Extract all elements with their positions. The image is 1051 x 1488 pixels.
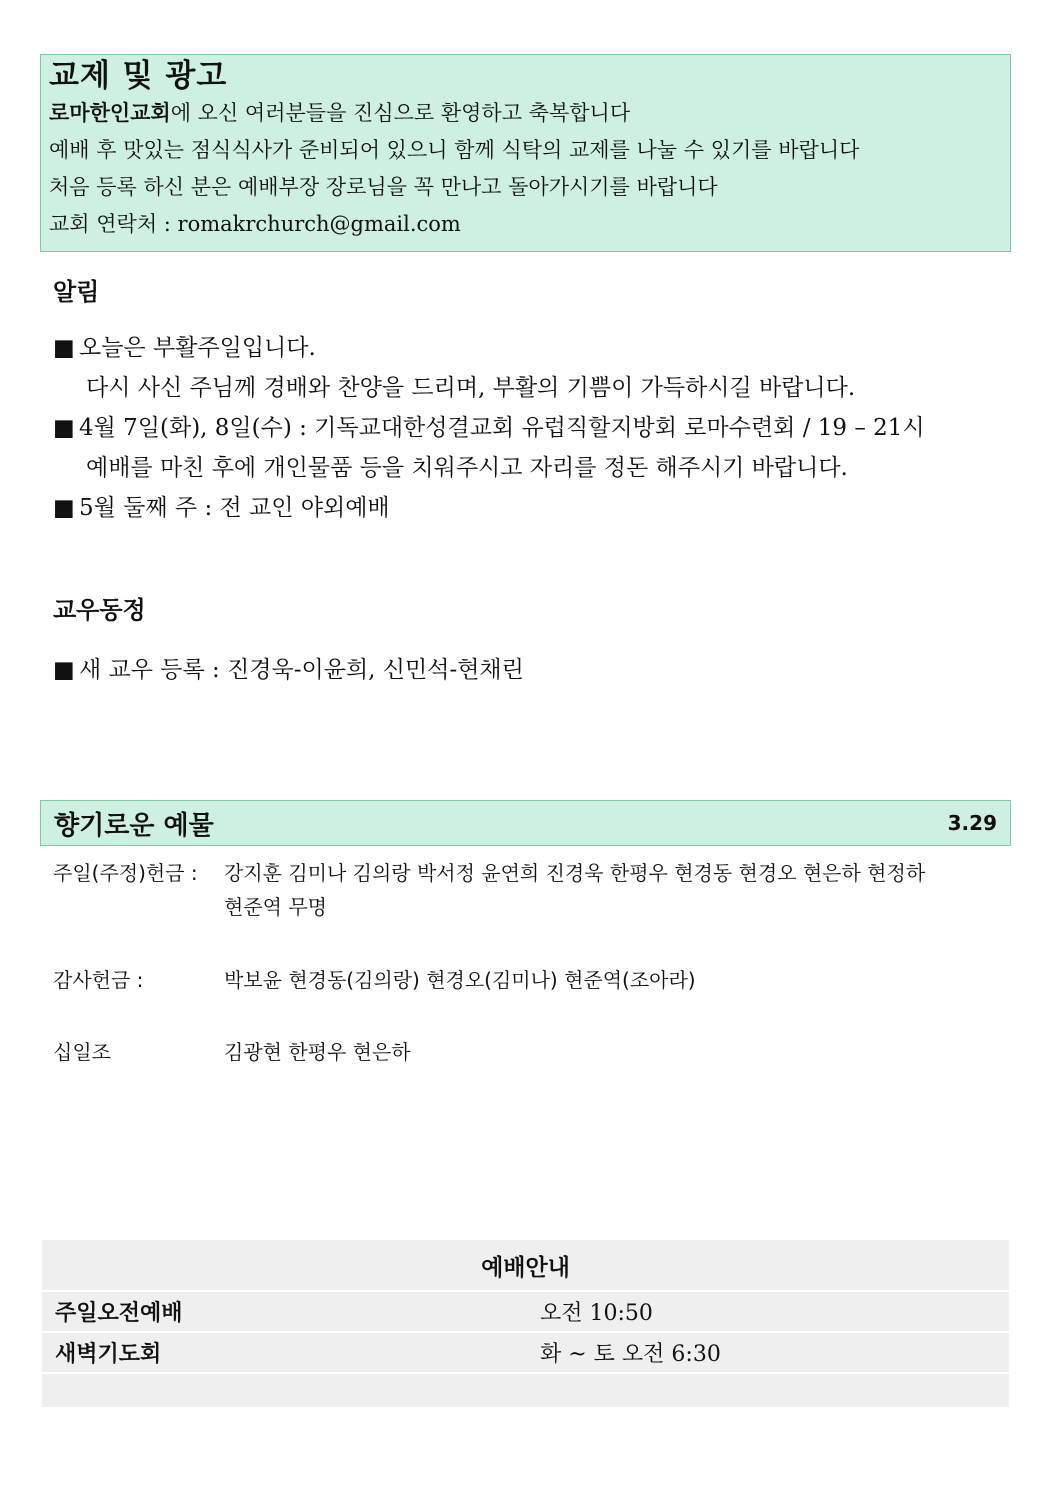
bullet-square: ■ (53, 657, 75, 683)
bullet-square: ■ (53, 495, 75, 521)
contact-line: 교회 연락처 : romakrchurch@gmail.com (49, 212, 461, 236)
offering-date: 3.29 (947, 811, 997, 835)
notice-item-3: ■ 5월 둘째 주 : 전 교인 야외예배 (53, 488, 390, 528)
welcome-line-1-text: 에 오신 여러분들을 진심으로 환영하고 축복합니다 (170, 101, 631, 125)
members-item: ■ 새 교우 등록 : 진경욱-이윤희, 신민석-현채린 (53, 650, 524, 690)
worship-schedule-table (42, 1240, 1009, 1409)
schedule-row (42, 1292, 1009, 1333)
service-time: 오전 10:50 (540, 1301, 653, 1326)
welcome-box (40, 54, 1011, 252)
schedule-row (42, 1333, 1009, 1374)
service-name: 주일오전예배 (55, 1301, 183, 1326)
welcome-line-1 (49, 95, 1002, 132)
offering-label: 주일(주정)헌금 : (53, 861, 198, 885)
members-title: 교우동정 (53, 596, 146, 624)
offering-header (40, 800, 1011, 846)
offering-label: 십일조 (53, 1040, 111, 1064)
welcome-title: 교제 및 광고 (49, 58, 228, 94)
offering-title: 향기로운 예물 (54, 810, 214, 841)
welcome-line-2: 예배 후 맛있는 점식식사가 준비되어 있으니 함께 식탁의 교제를 나눌 수 있기를 바랍니다 (49, 138, 860, 162)
offering-names: 박보윤 현경동(김의랑) 현경오(김미나) 현준역(조아라) (224, 968, 696, 992)
service-name: 새벽기도회 (55, 1342, 162, 1367)
bullet-square: ■ (53, 335, 75, 361)
offering-names: 김광현 한평우 현은하 (224, 1040, 411, 1064)
bullet-square: ■ (53, 415, 75, 441)
church-name: 로마한인교회 (49, 101, 171, 125)
service-time: 화 ~ 토 오전 6:30 (540, 1342, 721, 1367)
offering-names: 강지훈 김미나 김의랑 박서정 윤연희 진경욱 한평우 현경동 현경오 현은하 현정하 현준역 무명 (224, 861, 926, 919)
notice-item-2: ■ 4월 7일(화), 8일(수) : 기독교대한성결교회 유럽직할지방회 로마수련회 / 19 – 21시 예배를 마친 후에 개인물품 등을 치워주시고 자리를 정돈 해주시기 바랍니다. (53, 408, 925, 488)
welcome-line-3: 처음 등록 하신 분은 예배부장 장로님을 꼭 만나고 돌아가시기를 바랍니다 (49, 175, 718, 199)
notices-title: 알림 (53, 278, 100, 306)
schedule-empty-row (42, 1374, 1009, 1409)
schedule-title: 예배안내 (42, 1240, 1009, 1292)
offering-label: 감사헌금 : (53, 968, 144, 992)
notice-item-1: ■ 오늘은 부활주일입니다. 다시 사신 주님께 경배와 찬양을 드리며, 부활의 기쁨이 가득하시길 바랍니다. (53, 328, 855, 408)
